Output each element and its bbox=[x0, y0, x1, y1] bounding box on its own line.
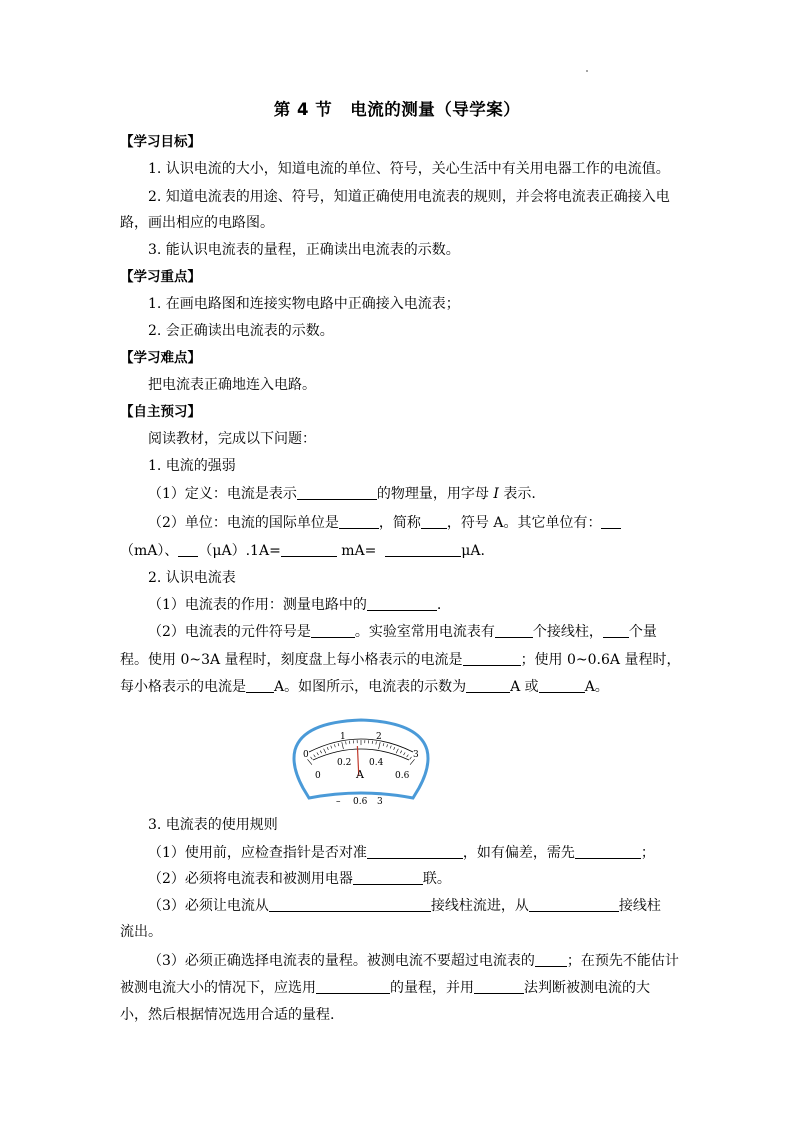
difficulties-heading: 【学习难点】 bbox=[120, 350, 201, 366]
blank[interactable] bbox=[367, 844, 463, 859]
blank[interactable] bbox=[367, 596, 437, 611]
blank[interactable] bbox=[575, 844, 641, 859]
blank[interactable] bbox=[603, 623, 629, 638]
section-2-title: 2. 认识电流表 bbox=[148, 570, 236, 586]
page-title bbox=[0, 96, 794, 120]
rule-1: （1）使用前，应检查指针是否对准 ，如有偏差，需先 ； bbox=[148, 845, 655, 861]
q2-range-2: 每小格表示的电流是 A。如图所示，电流表的示数为 A 或 A。 bbox=[120, 679, 609, 695]
ammeter-figure bbox=[285, 714, 437, 810]
title-section: 第 4 节 bbox=[273, 100, 333, 119]
blank[interactable] bbox=[178, 542, 198, 557]
blank[interactable] bbox=[353, 870, 423, 885]
top-scale-0: 0 bbox=[303, 750, 309, 760]
blank[interactable] bbox=[535, 952, 567, 967]
blank[interactable] bbox=[601, 514, 621, 529]
rule-4-cont-1: 被测电流大小的情况下，应选用 的量程，并用 法判断被测电流的大 bbox=[120, 980, 650, 996]
bottom-scale-1: 0.2 bbox=[337, 758, 352, 768]
section-3-title: 3. 电流表的使用规则 bbox=[148, 817, 278, 833]
terminal-0-6: 0.6 bbox=[353, 797, 368, 807]
bottom-scale-3: 0.6 bbox=[395, 771, 410, 781]
blank[interactable] bbox=[529, 897, 619, 912]
rule-4: （3）必须正确选择电流表的量程。被测电流不要超过电流表的 ；在预先不能估计 bbox=[148, 953, 679, 969]
blank[interactable] bbox=[466, 678, 510, 693]
q2-range-1: 程。使用 0~3A 量程时，刻度盘上每小格表示的电流是 ；使用 0~0.6A 量程时， bbox=[120, 652, 681, 668]
rule-4-cont-2: 小，然后根据情况选用合适的量程. bbox=[120, 1007, 335, 1023]
key-point-2: 2. 会正确读出电流表的示数。 bbox=[148, 323, 334, 339]
section-1-title: 1. 电流的强弱 bbox=[148, 458, 236, 474]
top-scale-1: 1 bbox=[340, 732, 346, 742]
q1-unit-cont: （mA）、 （μA）.1A= mA= μA. bbox=[120, 543, 485, 559]
objectives-heading: 【学习目标】 bbox=[120, 134, 201, 150]
q2-symbol: （2）电流表的元件符号是 。实验室常用电流表有 个接线柱， 个量 bbox=[148, 624, 657, 640]
blank[interactable] bbox=[539, 678, 585, 693]
top-scale-3: 3 bbox=[413, 750, 419, 760]
objective-2: 2. 知道电流表的用途、符号，知道正确使用电流表的规则，并会将电流表正确接入电 bbox=[148, 189, 670, 205]
unit-label: A bbox=[356, 768, 364, 781]
terminal-3: 3 bbox=[377, 797, 383, 807]
blank[interactable] bbox=[339, 514, 379, 529]
blank[interactable] bbox=[269, 897, 431, 912]
blank[interactable] bbox=[281, 542, 337, 557]
preview-heading: 【自主预习】 bbox=[120, 404, 201, 420]
top-scale-2: 2 bbox=[376, 732, 382, 742]
blank[interactable] bbox=[463, 651, 521, 666]
title-main: 电流的测量（导学案） bbox=[350, 100, 521, 119]
objective-2-cont: 路，画出相应的电路图。 bbox=[120, 215, 274, 231]
q1-unit: （2）单位：电流的国际单位是 ，简称 ，符号 A。其它单位有： bbox=[148, 513, 621, 533]
q2-purpose: （1）电流表的作用：测量电路中的 . bbox=[148, 597, 442, 613]
difficulty-1: 把电流表正确地连入电路。 bbox=[148, 377, 316, 393]
blank[interactable] bbox=[495, 623, 533, 638]
bottom-scale-2: 0.4 bbox=[369, 758, 384, 768]
blank[interactable] bbox=[311, 623, 355, 638]
bottom-scale-0: 0 bbox=[315, 771, 321, 781]
rule-3: （3）必须让电流从 接线柱流进，从 接线柱 bbox=[148, 898, 661, 914]
key-point-1: 1. 在画电路图和连接实物电路中正确接入电流表； bbox=[148, 296, 460, 312]
blank[interactable] bbox=[385, 542, 461, 557]
blank[interactable] bbox=[316, 979, 390, 994]
preview-intro: 阅读教材，完成以下问题： bbox=[148, 431, 316, 447]
terminal-negative: – bbox=[336, 797, 341, 807]
rule-3-cont: 流出。 bbox=[120, 924, 162, 940]
blank[interactable] bbox=[246, 678, 274, 693]
blank[interactable] bbox=[421, 514, 447, 529]
objective-3: 3. 能认识电流表的量程，正确读出电流表的示数。 bbox=[148, 242, 460, 258]
key-points-heading: 【学习重点】 bbox=[120, 269, 201, 285]
blank[interactable] bbox=[297, 485, 377, 500]
blank[interactable] bbox=[474, 979, 524, 994]
rule-2: （2）必须将电流表和被测用电器 联。 bbox=[148, 871, 451, 887]
objective-1: 1. 认识电流的大小，知道电流的单位、符号，关心生活中有关用电器工作的电流值。 bbox=[148, 161, 670, 177]
q1-definition: （1）定义：电流是表示 的物理量，用字母 I 表示. bbox=[148, 486, 536, 502]
stray-mark bbox=[586, 70, 588, 72]
ammeter-frame bbox=[294, 720, 428, 798]
